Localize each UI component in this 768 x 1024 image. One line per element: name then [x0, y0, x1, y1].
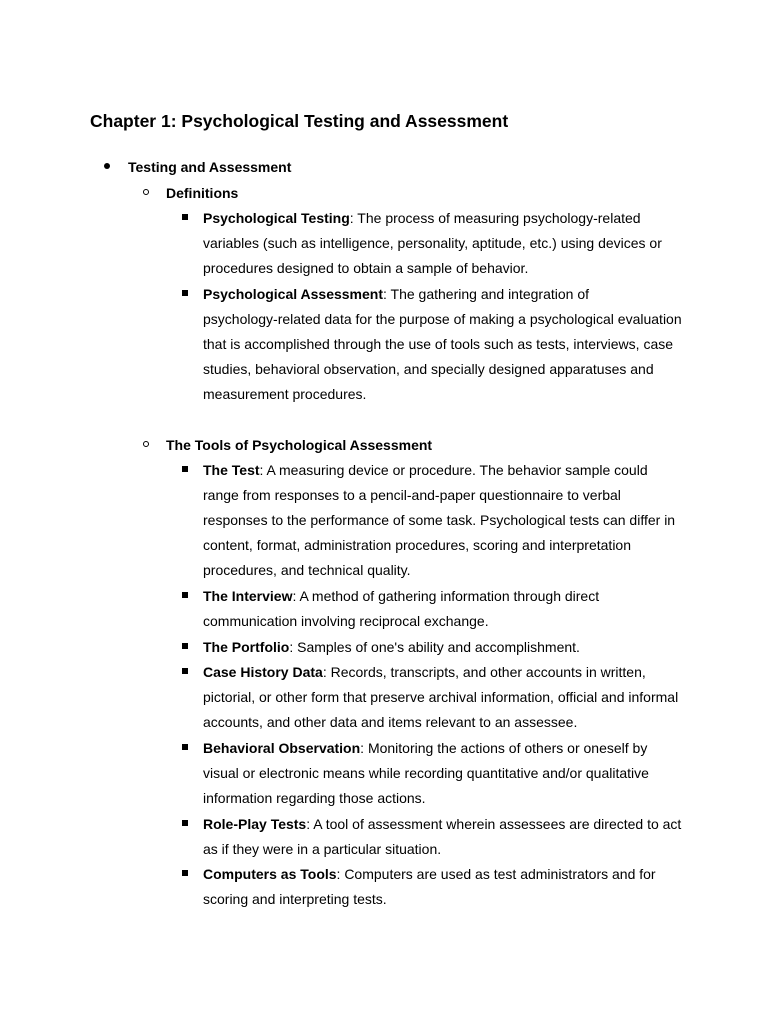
bullet-square-icon	[182, 592, 188, 598]
definition-text: information regarding those actions.	[203, 790, 426, 806]
term-label: Role-Play Tests	[203, 816, 307, 832]
term-label: The Portfolio	[203, 639, 290, 655]
definition-text: studies, behavioral observation, and specially designed apparatuses and	[203, 361, 654, 377]
bullet-square-icon	[182, 214, 188, 220]
definition-text: psychology-related data for the purpose of making a psychological evaluation	[203, 311, 682, 327]
tool-behavioral-observation	[203, 739, 647, 757]
definition-psychological-assessment	[203, 285, 589, 303]
bullet-square-icon	[182, 870, 188, 876]
definition-text: : Records, transcripts, and other accounts in written,	[322, 664, 646, 680]
definition-text: procedures, and technical quality.	[203, 562, 411, 578]
definition-text: : Samples of one's ability and accomplishment.	[289, 639, 580, 655]
definition-text: : Monitoring the actions of others or oneself by	[360, 740, 648, 756]
definition-text: variables (such as intelligence, personality, aptitude, etc.) using devices or	[203, 235, 662, 251]
definition-text: responses to the performance of some task. Psychological tests can differ in	[203, 512, 676, 528]
bullet-square-icon	[182, 744, 188, 750]
bullet-dot-icon	[104, 163, 110, 169]
definition-text: : A measuring device or procedure. The behavior sample could	[259, 462, 648, 478]
bullet-square-icon	[182, 290, 188, 296]
term-label: Psychological Assessment	[203, 286, 384, 302]
bullet-square-icon	[182, 466, 188, 472]
definition-text: : A method of gathering information through direct	[292, 588, 600, 604]
bullet-circle-icon	[143, 189, 149, 195]
definition-text: : The process of measuring psychology-related	[349, 210, 641, 226]
tool-case-history-data	[203, 663, 646, 681]
definition-text: visual or electronic means while recording quantitative and/or qualitative	[203, 765, 649, 781]
bullet-square-icon	[182, 643, 188, 649]
definition-text: : Computers are used as test administrators and for	[336, 866, 656, 882]
definition-text: pictorial, or other form that preserve archival information, official and informal	[203, 689, 679, 705]
section-heading-testing-assessment: Testing and Assessment	[128, 159, 292, 175]
definition-text: measurement procedures.	[203, 386, 367, 402]
definition-text: accounts, and other data and items relevant to an assessee.	[203, 714, 578, 730]
tool-the-portfolio	[203, 638, 580, 656]
subsection-heading-tools: The Tools of Psychological Assessment	[166, 437, 433, 453]
bullet-square-icon	[182, 820, 188, 826]
definition-text: scoring and interpreting tests.	[203, 891, 387, 907]
definition-text: procedures designed to obtain a sample of behavior.	[203, 260, 529, 276]
tool-role-play-tests	[203, 815, 681, 833]
bullet-square-icon	[182, 668, 188, 674]
definition-text: as if they were in a particular situation.	[203, 841, 442, 857]
term-label: The Interview	[203, 588, 293, 604]
definition-text: : The gathering and integration of	[383, 286, 590, 302]
definition-text: content, format, administration procedures, scoring and interpretation	[203, 537, 632, 553]
definition-text: : A tool of assessment wherein assessees are directed to act	[306, 816, 682, 832]
definition-text: range from responses to a pencil-and-paper questionnaire to verbal	[203, 487, 621, 503]
term-label: Case History Data	[203, 664, 323, 680]
tool-computers-as-tools	[203, 865, 656, 883]
tool-the-test	[203, 461, 648, 479]
tool-the-interview	[203, 587, 599, 605]
page-title: Chapter 1: Psychological Testing and Assessment	[90, 111, 509, 131]
definition-psychological-testing	[203, 209, 641, 227]
term-label: Behavioral Observation	[203, 740, 361, 756]
term-label: Psychological Testing	[203, 210, 350, 226]
subsection-heading-definitions: Definitions	[166, 185, 239, 201]
definition-text: communication involving reciprocal exchange.	[203, 613, 489, 629]
definition-text: that is accomplished through the use of tools such as tests, interviews, case	[203, 336, 674, 352]
term-label: The Test	[203, 462, 260, 478]
term-label: Computers as Tools	[203, 866, 337, 882]
bullet-circle-icon	[143, 441, 149, 447]
